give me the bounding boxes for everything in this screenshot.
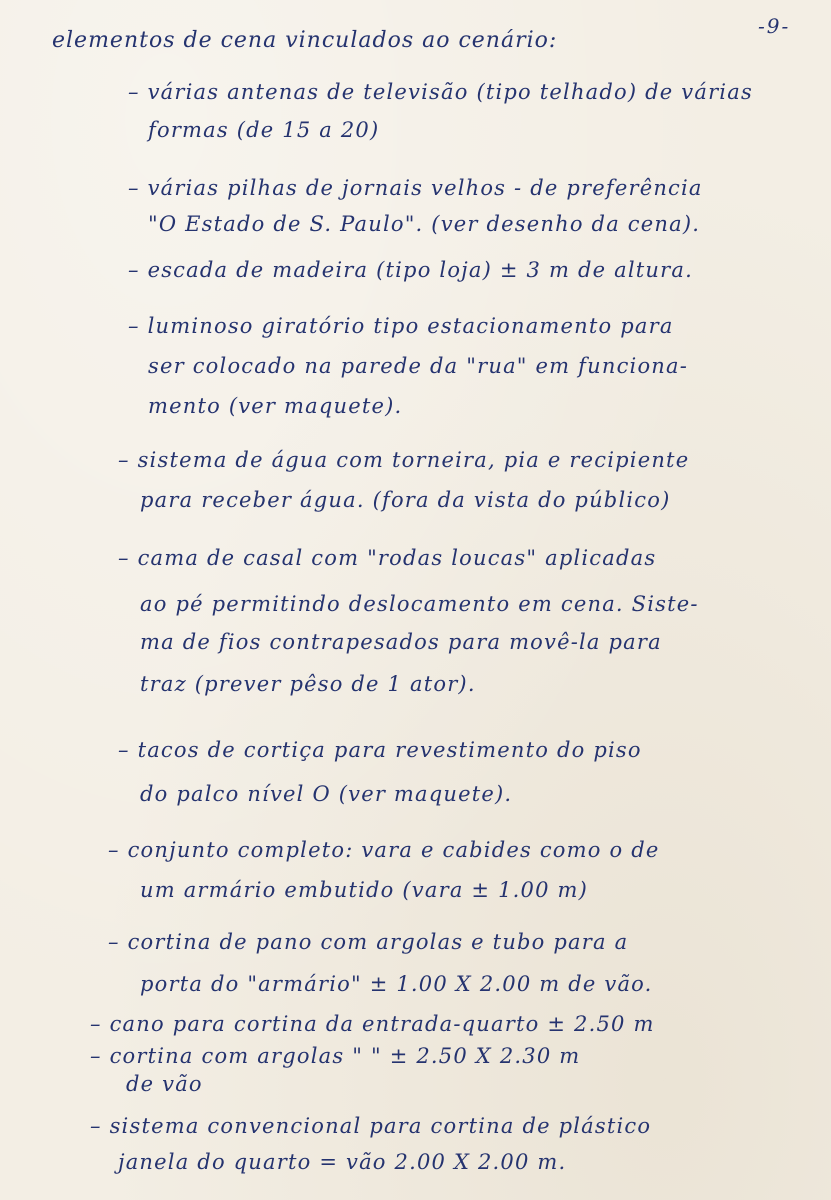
list-item-line: ma de fios contrapesados para movê-la para — [140, 630, 662, 654]
list-item-line: um armário embutido (vara ± 1.00 m) — [140, 878, 589, 902]
list-item-line: – conjunto completo: vara e cabides como o de — [108, 838, 660, 862]
list-item-line: – sistema de água com torneira, pia e recipiente — [118, 448, 690, 472]
list-item-line: mento (ver maquete). — [148, 394, 403, 418]
list-item-line: – cortina de pano com argolas e tubo para a — [108, 930, 629, 954]
list-item-line: formas (de 15 a 20) — [148, 118, 380, 142]
page-number: -9- — [758, 14, 791, 38]
list-item-line: – sistema convencional para cortina de plástico — [90, 1114, 652, 1138]
list-item-line: de vão — [126, 1072, 203, 1096]
list-item-line: ser colocado na parede da "rua" em funciona- — [148, 354, 689, 378]
list-item-line: porta do "armário" ± 1.00 X 2.00 m de vão. — [140, 972, 653, 996]
list-item-line: – cano para cortina da entrada-quarto ± 2.50 m — [90, 1012, 655, 1036]
list-item-line: – várias pilhas de jornais velhos - de preferência — [128, 176, 703, 200]
list-item-line: – cama de casal com "rodas loucas" aplicadas — [118, 546, 657, 570]
list-item-line: "O Estado de S. Paulo". (ver desenho da cena). — [148, 212, 701, 236]
list-item-line: janela do quarto = vão 2.00 X 2.00 m. — [118, 1150, 567, 1174]
list-item-line: – cortina com argolas " " ± 2.50 X 2.30 m — [90, 1044, 581, 1068]
list-item-line: – luminoso giratório tipo estacionamento para — [128, 314, 674, 338]
list-item-line: – escada de madeira (tipo loja) ± 3 m de altura. — [128, 258, 693, 282]
list-item-line: – tacos de cortiça para revestimento do piso — [118, 738, 642, 762]
list-item-line: ao pé permitindo deslocamento em cena. Siste- — [140, 592, 699, 616]
page-heading: elementos de cena vinculados ao cenário: — [52, 28, 558, 53]
list-item-line: do palco nível O (ver maquete). — [140, 782, 513, 806]
list-item-line: traz (prever pêso de 1 ator). — [140, 672, 476, 696]
list-item-line: – várias antenas de televisão (tipo telhado) de várias — [128, 80, 753, 104]
list-item-line: para receber água. (fora da vista do público) — [140, 488, 671, 512]
